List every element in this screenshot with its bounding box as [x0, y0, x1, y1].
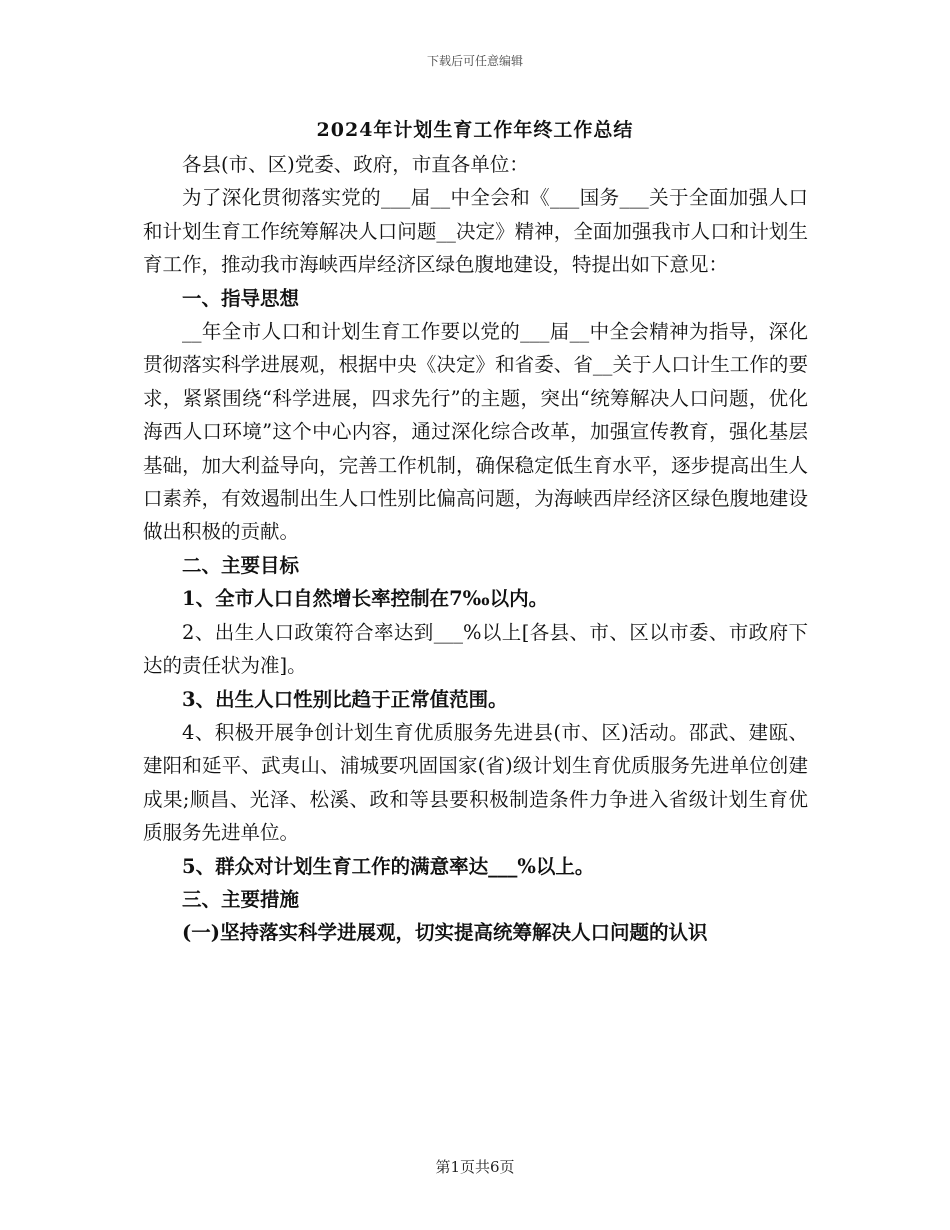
goal-item-4: 4、积极开展争创计划生育优质服务先进县(市、区)活动。邵武、建瓯、建阳和延平、武夷山、浦城要巩固国家(省)级计划生育优质服务先进单位创建成果;顺昌、光泽、松溪、政和等县要积极制造条件力争进入省级计划生育优质服务先进单位。	[143, 720, 808, 845]
section-heading-main-measures: 三、主要措施	[182, 887, 300, 911]
guiding-thought-paragraph: __年全市人口和计划生育工作要以党的___届__中全会精神为指导，深化贯彻落实科学进展观，根据中央《决定》和省委、省__关于人口计生工作的要求，紧紧围绕“科学进展，四求先行”的主题，突出“统筹解决人口问题，优化海西人口环境”这个中心内容，通过深化综合改革，加强宣传教育，强化基层基础，加大利益导向，完善工作机制，确保稳定低生育水平，逐步提高出生人口素养，有效遏制出生人口性别比偏高问题，为海峡西岸经济区绿色腹地建设做出积极的贡献。	[143, 320, 808, 544]
intro-paragraph: 为了深化贯彻落实党的___届__中全会和《___国务___关于全面加强人口和计划生育工作统筹解决人口问题__决定》精神，全面加强我市人口和计划生育工作，推动我市海峡西岸经济区绿色腹地建设，特提出如下意见：	[143, 186, 808, 277]
section-heading-guiding-thought: 一、指导思想	[182, 286, 300, 310]
document-title: 2024年计划生育工作年终工作总结	[316, 119, 634, 141]
document-body	[143, 148, 808, 950]
section-heading-main-goals: 二、主要目标	[182, 553, 300, 577]
goal-item-5: 5、群众对计划生育工作的满意率达___%以上。	[182, 854, 595, 878]
salutation: 各县(市、区)党委、政府，市直各单位：	[182, 153, 529, 176]
page-footer: 第1页共6页	[435, 1158, 515, 1176]
measure-subheading-1: (一)坚持落实科学进展观，切实提高统筹解决人口问题的认识	[182, 921, 708, 945]
goal-item-3: 3、出生人口性别比趋于正常值范围。	[182, 687, 508, 711]
page-header: 下载后可任意编辑	[426, 54, 523, 68]
goal-item-1: 1、全市人口自然增长率控制在7‰以内。	[182, 587, 549, 611]
goal-item-2: 2、出生人口政策符合率达到___%以上[各县、市、区以市委、市政府下达的责任状为准]。	[143, 620, 808, 678]
